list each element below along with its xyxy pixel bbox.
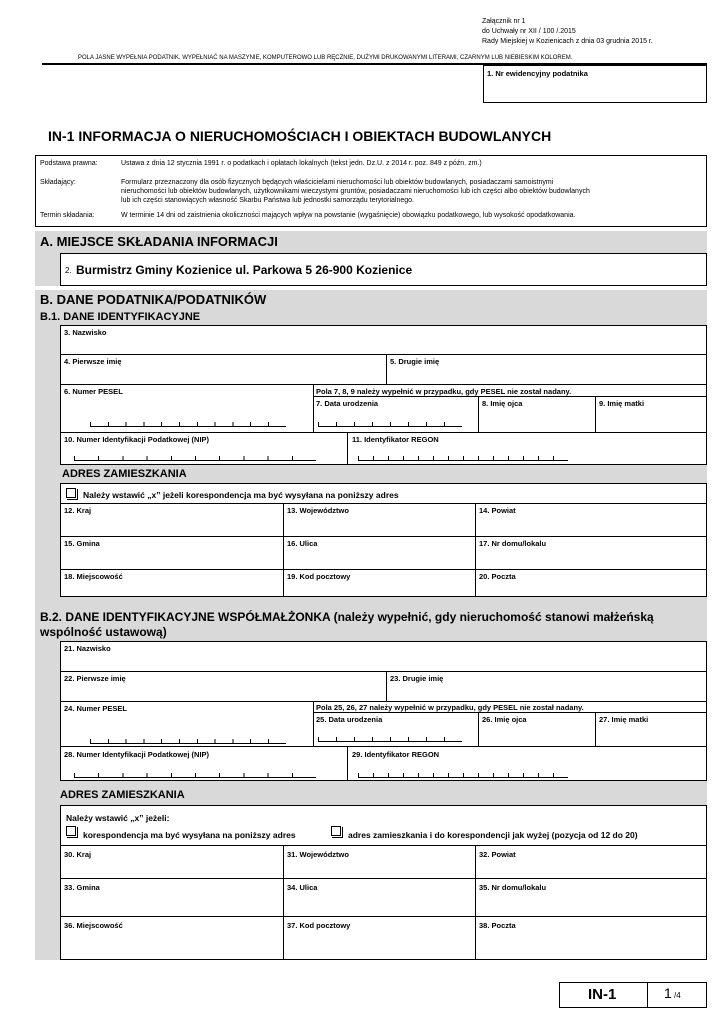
address2-col-line	[283, 845, 284, 960]
spouse-surname-input[interactable]	[62, 653, 705, 669]
taxpayer-id-field[interactable]	[483, 65, 707, 103]
b1-row-line	[313, 396, 707, 397]
second-name-input[interactable]	[388, 366, 705, 382]
spouse-mother-name-input[interactable]	[597, 724, 705, 744]
address2-row-line	[60, 878, 707, 879]
b1-col-line	[347, 432, 348, 465]
field-5-second-name: 5. Drugie imię	[390, 357, 440, 366]
b2-title-line-2: wspólność ustawową)	[40, 625, 167, 639]
spouse-second-name-input[interactable]	[388, 683, 705, 699]
nip-input[interactable]	[74, 456, 316, 461]
post-office-input[interactable]	[477, 581, 705, 595]
deadline-label: Termin składania:	[40, 212, 95, 219]
address-correspondence-checkbox[interactable]	[66, 488, 76, 498]
submitter-line-1: Formularz przeznaczony dla osób fizycznych będących właścicielami nieruchomości lub obiektów budowlanych, posiadaczami samoistnymi	[121, 179, 554, 186]
address-row-line	[60, 536, 707, 537]
form-title: IN-1 INFORMACJA O NIERUCHOMOŚCIACH I OBIEKTACH BUDOWLANYCH	[48, 128, 552, 144]
field-19-postal-code: 19. Kod pocztowy	[287, 572, 351, 581]
footer-divider	[647, 983, 648, 1007]
basis-label: Podstawa prawna:	[40, 160, 98, 167]
submitter-label: Składający:	[40, 179, 76, 186]
page-total: /4	[674, 991, 681, 1000]
address2-correspondence-checkbox[interactable]	[66, 826, 76, 836]
basis-text: Ustawa z dnia 12 stycznia 1991 r. o podatkach i opłatach lokalnych (tekst jedn. Dz.U. z 2014 r. poz. 849 z późn. zm.)	[121, 160, 482, 167]
spouse-country-input[interactable]	[62, 859, 281, 876]
surname-input[interactable]	[62, 337, 705, 353]
b2-row-line	[60, 671, 707, 672]
address2-intro: Należy wstawić „x” jeżeli:	[66, 813, 170, 823]
b2-row-line	[313, 712, 707, 713]
spouse-birth-date-input[interactable]	[318, 737, 462, 742]
address2-title: ADRES ZAMIESZKANIA	[60, 789, 185, 801]
field-27-mother-name: 27. Imię matki	[599, 715, 649, 724]
b1-row-line	[60, 354, 707, 355]
spouse-postal-code-input[interactable]	[285, 930, 473, 958]
annex-line-3: Rady Miejskiej w Kozienicach z dnia 03 grudnia 2015 r.	[482, 38, 653, 45]
taxpayer-id-label: 1. Nr ewidencyjny podatnika	[487, 69, 588, 78]
field-16-street: 16. Ulica	[287, 539, 318, 548]
b1-row-line	[60, 432, 707, 433]
page-number: 1	[664, 985, 672, 1001]
b1-col-line	[478, 396, 479, 432]
field-36-locality: 36. Miejscowość	[64, 921, 123, 930]
b2-col-line	[478, 712, 479, 746]
address2-option-2: adres zamieszkania i do korespondencji jak wyżej (pozycja od 12 do 20)	[348, 830, 638, 840]
field-38-post-office: 38. Poczta	[479, 921, 516, 930]
submitter-line-2: nieruchomości lub obiektów budowlanych, użytkownikami wieczystymi gruntów, posiadaczami nieruchomości lub ich części albo obiektów budowlanych	[121, 188, 590, 195]
house-number-input[interactable]	[477, 548, 705, 567]
field-21-surname: 21. Nazwisko	[64, 644, 111, 653]
submission-place-field	[60, 253, 707, 286]
submission-place-address: Burmistrz Gminy Kozienice ul. Parkowa 5 26-900 Kozienice	[76, 263, 413, 277]
spouse-voivodeship-input[interactable]	[285, 859, 473, 876]
footer-box	[559, 982, 707, 1008]
address-title: ADRES ZAMIESZKANIA	[62, 468, 187, 480]
address2-col-line	[475, 845, 476, 960]
street-input[interactable]	[285, 548, 473, 567]
spouse-pesel-input[interactable]	[90, 739, 286, 744]
spouse-locality-input[interactable]	[62, 930, 281, 958]
form-code: IN-1	[588, 986, 617, 1003]
section-b-title: B. DANE PODATNIKA/PODATNIKÓW	[40, 292, 267, 307]
first-name-input[interactable]	[62, 366, 384, 382]
field-37-postal-code: 37. Kod pocztowy	[287, 921, 351, 930]
annex-line-2: do Uchwały nr XII / 100 /.2015	[482, 28, 576, 35]
country-input[interactable]	[62, 515, 281, 534]
field-24-pesel: 24. Numer PESEL	[64, 704, 127, 713]
b1-row-line	[60, 384, 707, 385]
field-20-post-office: 20. Poczta	[479, 572, 516, 581]
address-col-line	[283, 503, 284, 597]
field-4-first-name: 4. Pierwsze imię	[64, 357, 122, 366]
field-33-commune: 33. Gmina	[64, 883, 100, 892]
spouse-street-input[interactable]	[285, 892, 473, 914]
field-23-second-name: 23. Drugie imię	[390, 674, 444, 683]
postal-code-input[interactable]	[285, 581, 473, 595]
annex-line-1: Załącznik nr 1	[482, 18, 526, 25]
spouse-regon-input[interactable]	[358, 773, 568, 778]
field-34-street: 34. Ulica	[287, 883, 318, 892]
address-block	[60, 483, 707, 597]
spouse-county-input[interactable]	[477, 859, 705, 876]
field-15-commune: 15. Gmina	[64, 539, 100, 548]
county-input[interactable]	[477, 515, 705, 534]
birth-date-input[interactable]	[318, 422, 462, 427]
spouse-first-name-input[interactable]	[62, 683, 384, 699]
field-12-country: 12. Kraj	[64, 506, 92, 515]
b1-col-line	[595, 396, 596, 432]
field-31-voivodeship: 31. Województwo	[287, 850, 349, 859]
field-25-birth-date: 25. Data urodzenia	[316, 715, 383, 724]
b1-title: B.1. DANE IDENTYFIKACYJNE	[40, 311, 201, 323]
b2-row-line	[60, 701, 707, 702]
address-checkbox-label: Należy wstawić „x” jeżeli korespondencja ma być wysyłana na poniższy adres	[83, 490, 399, 500]
field-3-surname: 3. Nazwisko	[64, 328, 107, 337]
spouse-nip-input[interactable]	[74, 773, 316, 778]
field-13-voivodeship: 13. Województwo	[287, 506, 349, 515]
field-30-country: 30. Kraj	[64, 850, 92, 859]
spouse-commune-input[interactable]	[62, 892, 281, 914]
b2-col-line	[595, 712, 596, 746]
field-28-nip: 28. Numer Identyfikacji Podatkowej (NIP)	[64, 750, 210, 759]
field-35-house-number: 35. Nr domu/lokalu	[479, 883, 547, 892]
father-name-input[interactable]	[480, 408, 593, 430]
locality-input[interactable]	[62, 581, 281, 595]
field-32-county: 32. Powiat	[479, 850, 516, 859]
field-9-mother-name: 9. Imię matki	[599, 399, 645, 408]
fill-instruction: POLA JASNE WYPEŁNIA PODATNIK. WYPEŁNIAĆ NA MASZYNIE, KOMPUTEROWO LUB RĘCZNIE, DUŻYMI DRUKOWANYMI LITERAMI, CZARNYM LUB NIEBIESKIM KOLOREM.	[78, 55, 573, 61]
field-8-father-name: 8. Imię ojca	[482, 399, 523, 408]
b2-col-line	[347, 746, 348, 781]
b2-row-line	[60, 746, 707, 747]
info-block	[35, 155, 707, 227]
pesel-input[interactable]	[90, 422, 286, 427]
address-row-line	[60, 569, 707, 570]
address2-option-1: korespondencja ma być wysyłana na poniższy adres	[83, 830, 296, 840]
submitter-line-3: lub ich części stanowiących własność Skarbu Państwa lub jednostki samorządu terytorialnego.	[121, 197, 414, 204]
spouse-father-name-input[interactable]	[480, 724, 593, 744]
spouse-post-office-input[interactable]	[477, 930, 705, 958]
b2-col-line	[386, 671, 387, 701]
commune-input[interactable]	[62, 548, 281, 567]
field-29-regon: 29. Identyfikator REGON	[352, 750, 440, 759]
field-11-regon: 11. Identyfikator REGON	[352, 435, 439, 444]
note-fields-7-9: Pola 7, 8, 9 należy wypełnić w przypadku, gdy PESEL nie został nadany.	[316, 387, 572, 396]
b2-col-line	[313, 701, 314, 746]
field-26-father-name: 26. Imię ojca	[482, 715, 527, 724]
address2-row-line	[60, 916, 707, 917]
section-a-title: A. MIEJSCE SKŁADANIA INFORMACJI	[40, 234, 278, 249]
mother-name-input[interactable]	[597, 408, 705, 430]
submission-place-num: 2.	[65, 266, 72, 275]
address2-same-address-checkbox[interactable]	[331, 826, 341, 836]
address-row-line	[60, 503, 707, 504]
field-7-birth-date: 7. Data urodzenia	[316, 399, 379, 408]
b1-col-line	[386, 354, 387, 384]
field-17-house-number: 17. Nr domu/lokalu	[479, 539, 547, 548]
field-22-first-name: 22. Pierwsze imię	[64, 674, 126, 683]
field-10-nip: 10. Numer Identyfikacji Podatkowej (NIP)	[64, 435, 210, 444]
deadline-text: W terminie 14 dni od zaistnienia okoliczności mających wpływ na powstanie (wygaśnięcie) obowiązku podatkowego, lub wysokość opodatkowania.	[121, 212, 576, 219]
b1-col-line	[313, 384, 314, 432]
spouse-house-number-input[interactable]	[477, 892, 705, 914]
field-6-pesel: 6. Numer PESEL	[64, 387, 123, 396]
field-14-county: 14. Powiat	[479, 506, 516, 515]
address-col-line	[475, 503, 476, 597]
address2-row-line	[60, 845, 707, 846]
field-18-locality: 18. Miejscowość	[64, 572, 123, 581]
note-fields-25-27: Pola 25, 26, 27 należy wypełnić w przypadku, gdy PESEL nie został nadany.	[316, 703, 584, 712]
regon-input[interactable]	[358, 456, 568, 461]
b2-title-line-1: B.2. DANE IDENTYFIKACYJNE WSPÓŁMAŁŻONKA (należy wypełnić, gdy nieruchomość stanowi małżeńską	[40, 610, 654, 624]
voivodeship-input[interactable]	[285, 515, 473, 534]
